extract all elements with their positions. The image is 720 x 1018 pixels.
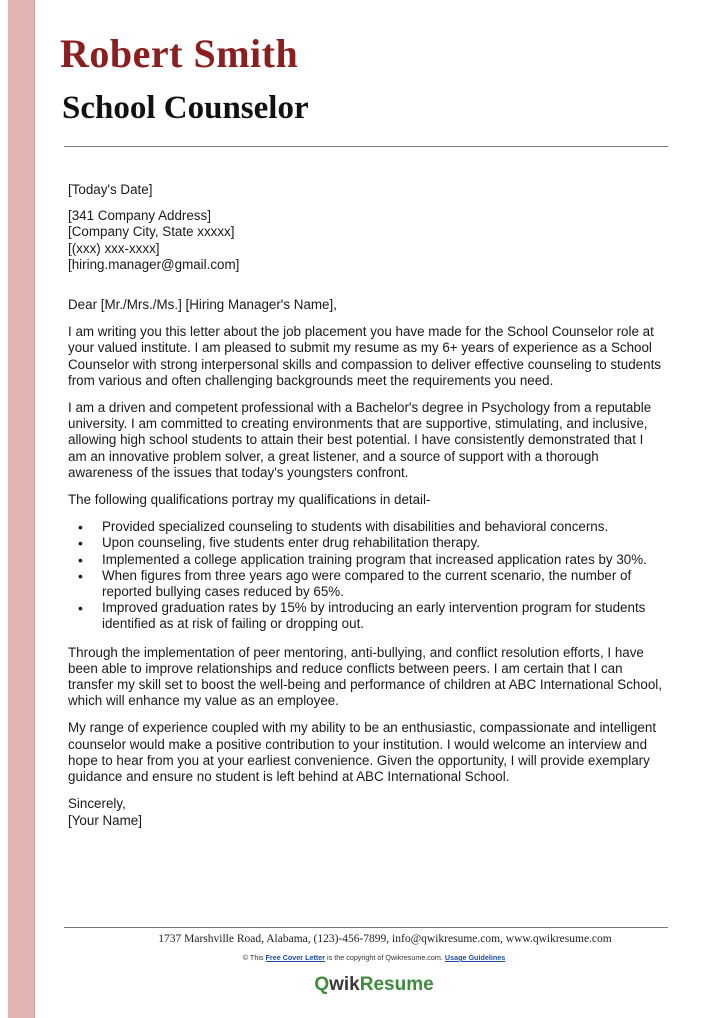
decorative-sidebar-bar: [8, 0, 35, 1018]
recipient-address: [68, 208, 664, 273]
list-item: • When figures from three years ago were compared to the current scenario, the number of reported bullying cases reduced by 65%.: [68, 568, 664, 600]
address-line: [341 Company Address]: [68, 208, 211, 224]
qualifications-list: [68, 519, 664, 632]
footer-contact-line: 1737 Marshville Road, Alabama, (123)-456-7899, info@qwikresume.com, www.qwikresume.com: [158, 933, 612, 945]
copyright-line: [0, 953, 720, 962]
letter-date: [Today's Date]: [68, 182, 153, 197]
header-divider: [64, 146, 668, 147]
logo-resume: Resume: [359, 974, 434, 995]
job-title: School Counselor: [62, 90, 309, 126]
list-item: • Implemented a college application training program that increased application rates by 30%.: [68, 552, 664, 568]
qwikresume-logo[interactable]: [0, 974, 720, 996]
free-cover-letter-link[interactable]: Free Cover Letter: [265, 953, 326, 962]
paragraph-background: I am a driven and competent professional with a Bachelor's degree in Psychology from a reputable university. I am committed to creating environments that are supportive, stimulating, and inclusive, allowing high school students to attain their best potential. I have consistently demonstrated that I am an innovative problem solver, a great listener, and a source of support with a thorough awareness of the issues that today's youngsters confront.: [68, 400, 652, 480]
address-line: [Company City, State xxxxx]: [68, 224, 235, 240]
list-item: • Upon counseling, five students enter drug rehabilitation therapy.: [68, 535, 664, 551]
paragraph-conclusion: My range of experience coupled with my ability to be an enthusiastic, compassionate and intelligent counselor would make a positive contribution to your institution. I would welcome an interview and hope to hear from you at your earliest convenience. Given the opportunity, I will provide exemplary guidance and ensure no student is left behind at ABC International School.: [68, 720, 657, 785]
logo-q: Q: [314, 974, 330, 995]
copyright-prefix: © This: [242, 953, 264, 962]
copyright-text: is the copyright of Qwikresume.com.: [327, 953, 443, 962]
address-line: [(xxx) xxx-xxxx]: [68, 240, 160, 256]
usage-guidelines-link[interactable]: Usage Guidelines: [444, 953, 506, 962]
letter-body: [68, 182, 664, 829]
list-item: • Provided specialized counseling to students with disabilities and behavioral concerns.: [68, 519, 664, 535]
signature-name: [Your Name]: [68, 812, 142, 828]
list-item: • Improved graduation rates by 15% by introducing an early intervention program for students identified as at risk of failing or dropping out.: [68, 600, 664, 632]
address-line: [hiring.manager@gmail.com]: [68, 256, 240, 272]
salutation: Dear [Mr./Mrs./Ms.] [Hiring Manager's Name],: [68, 297, 337, 313]
logo-wik: wik: [329, 974, 360, 995]
paragraph-qualifications-intro: The following qualifications portray my qualifications in detail-: [68, 492, 431, 508]
paragraph-intro: I am writing you this letter about the job placement you have made for the School Counselor role at your valued institute. I am pleased to submit my resume as my 6+ years of experience as a School Counselor with strong interpersonal skills and compassion to deliver effective counseling to students from various and often challenging backgrounds meet the requirements you need.: [68, 324, 661, 388]
paragraph-achievements: Through the implementation of peer mentoring, anti-bullying, and conflict resolution efforts, I have been able to improve relationships and reduce conflicts between peers. I am certain that I can transfer my skill set to boost the well-being and performance of children at ABC International School, which will enhance my value as an employee.: [68, 644, 662, 709]
footer-divider: [64, 927, 668, 928]
applicant-name: Robert Smith: [60, 31, 299, 76]
closing-phrase: Sincerely,: [68, 796, 126, 812]
letter-closing: [68, 796, 664, 828]
